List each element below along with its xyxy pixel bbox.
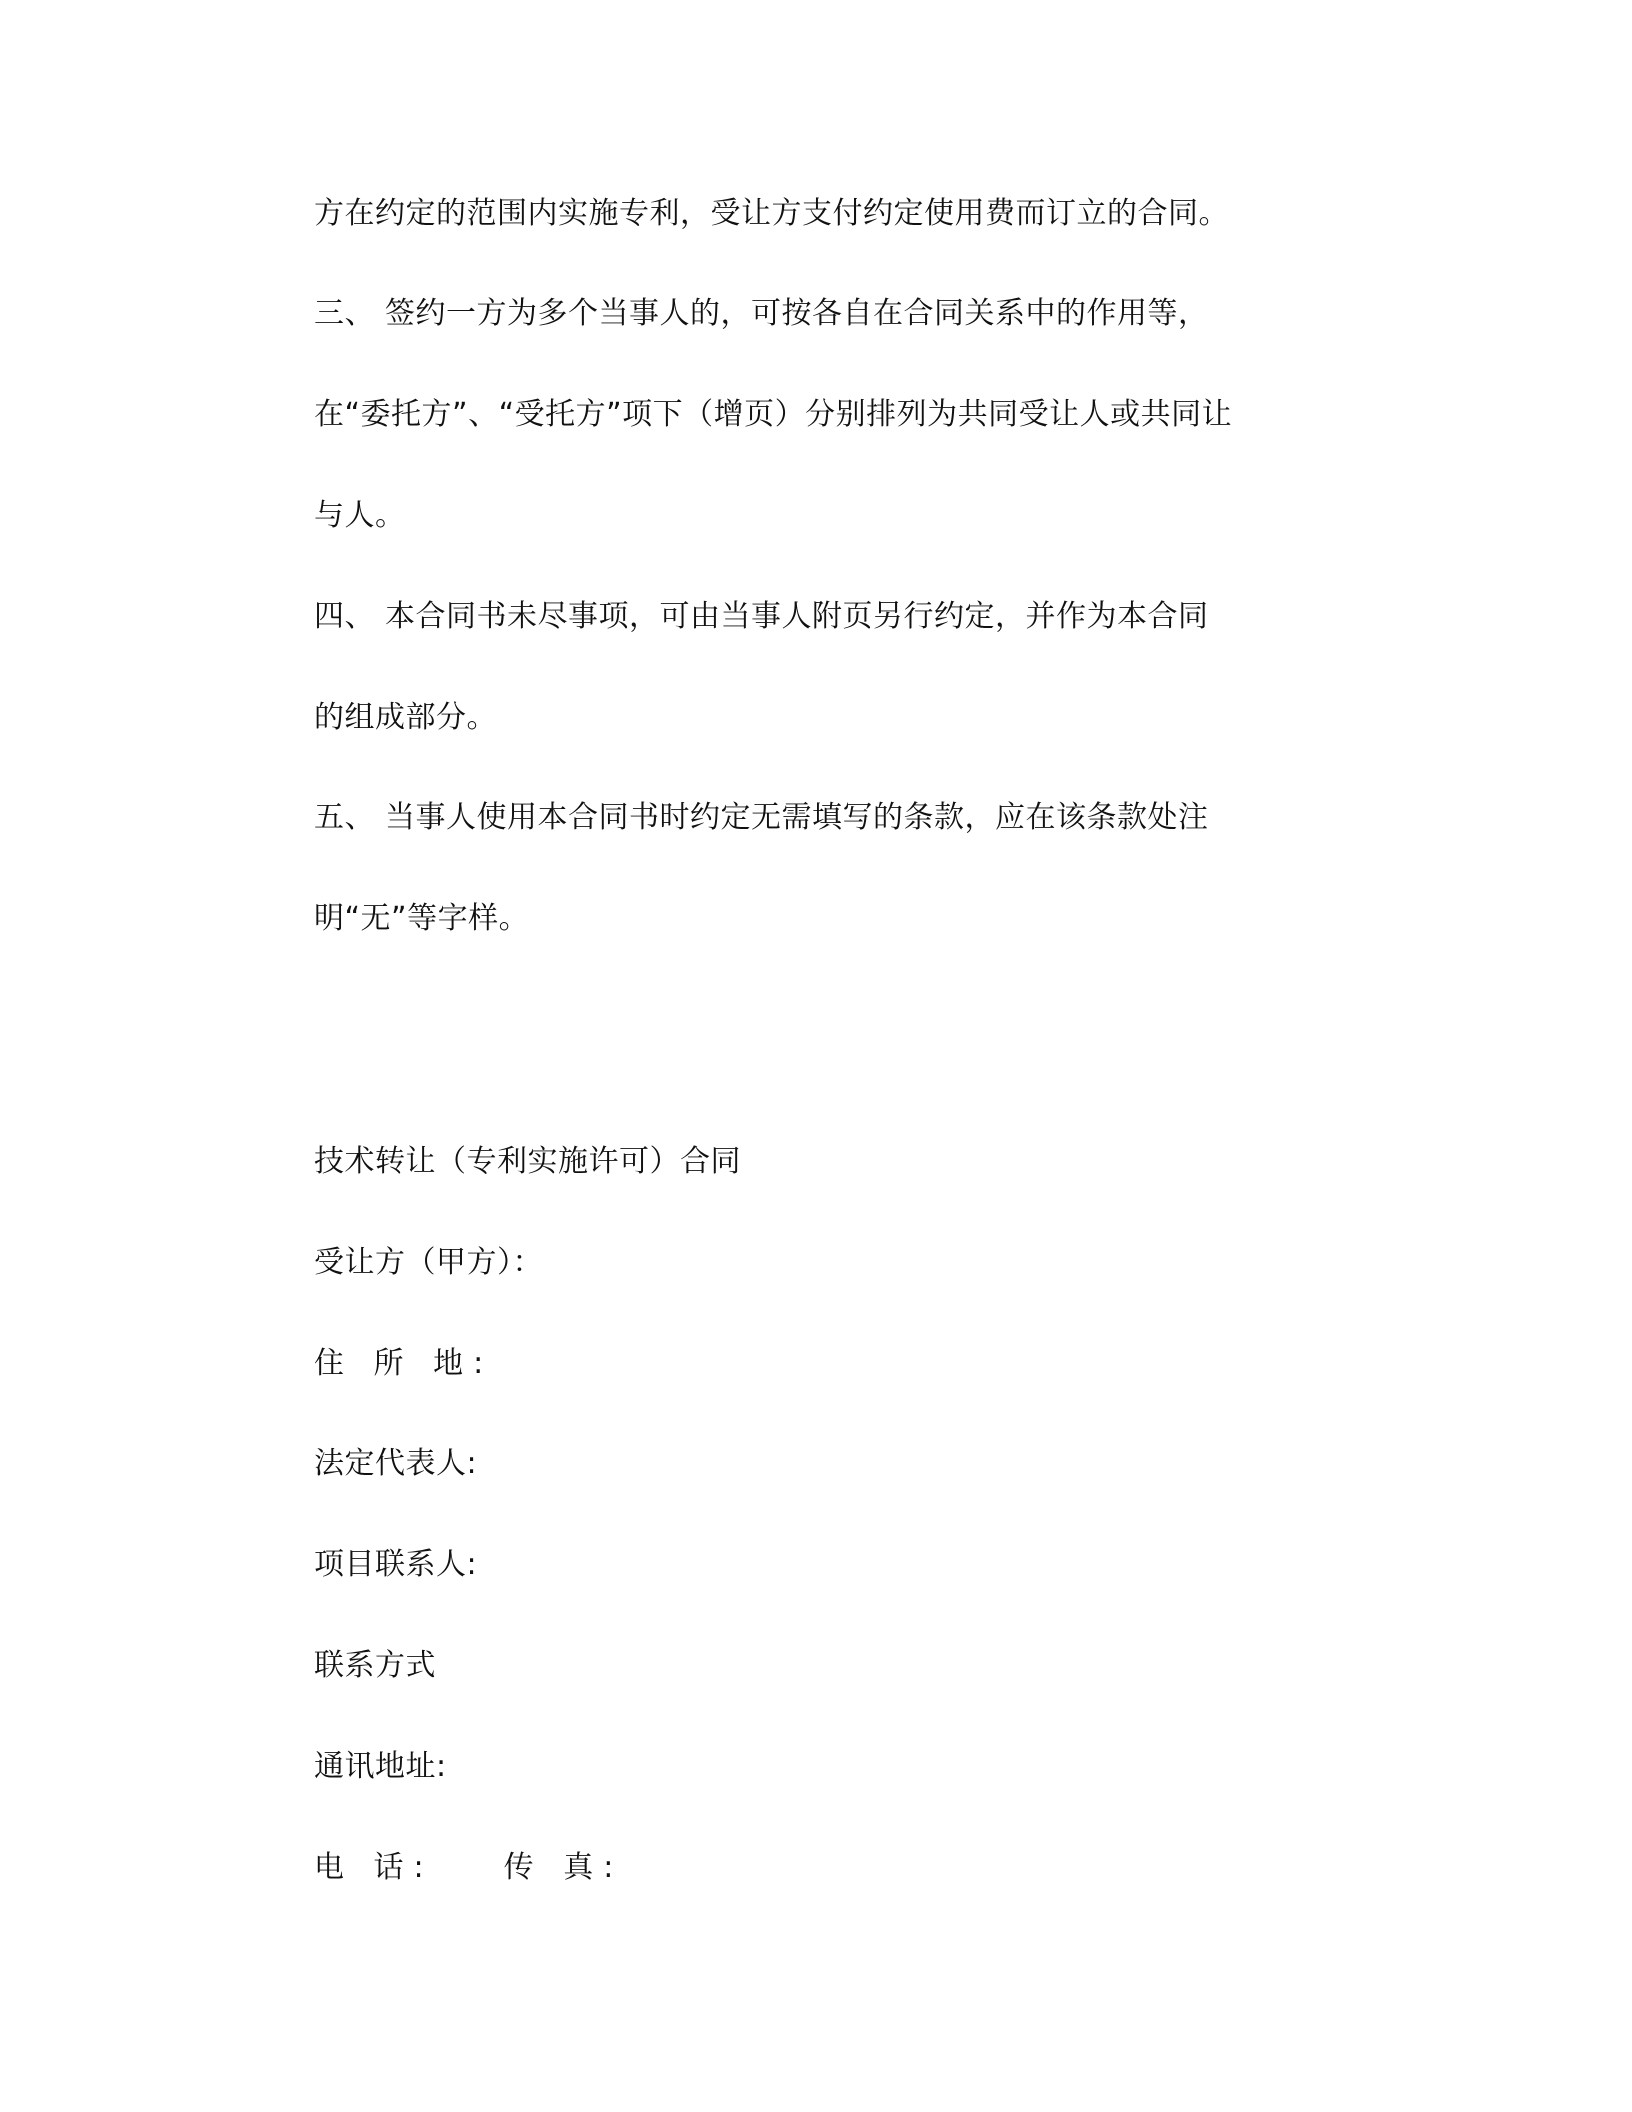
- note-item-4-end: 的组成部分。: [314, 700, 497, 735]
- note-item-5-end: 明“无”等字样。: [314, 901, 530, 936]
- note-line-1: 方在约定的范围内实施专利，受让方支付约定使用费而订立的合同。: [314, 196, 1229, 231]
- address-label: 住 所 地:: [314, 1346, 494, 1381]
- phone-fax-row: [314, 1848, 623, 1888]
- note-item-5: 五、 当事人使用本合同书时约定无需填写的条款，应在该条款处注: [314, 800, 1209, 835]
- note-item-3-end: 与人。: [314, 498, 406, 533]
- contact-method-label: 联系方式: [314, 1648, 436, 1683]
- mailing-address-label: 通讯地址:: [314, 1749, 447, 1784]
- phone-label: 电 话:: [314, 1850, 434, 1885]
- note-item-3: 三、 签约一方为多个当事人的，可按各自在合同关系中的作用等，: [314, 296, 1209, 331]
- party-a-label: 受让方（甲方）：: [314, 1245, 543, 1280]
- fax-label: 传 真:: [503, 1850, 624, 1885]
- note-item-3-continued: 在“委托方”、“受托方”项下（增页）分别排列为共同受让人或共同让: [314, 397, 1233, 432]
- note-item-4: 四、 本合同书未尽事项，可由当事人附页另行约定，并作为本合同: [314, 599, 1209, 634]
- project-contact-label: 项目联系人:: [314, 1547, 478, 1582]
- legal-representative-label: 法定代表人:: [314, 1446, 478, 1481]
- contract-title: 技术转让（专利实施许可）合同: [314, 1144, 741, 1179]
